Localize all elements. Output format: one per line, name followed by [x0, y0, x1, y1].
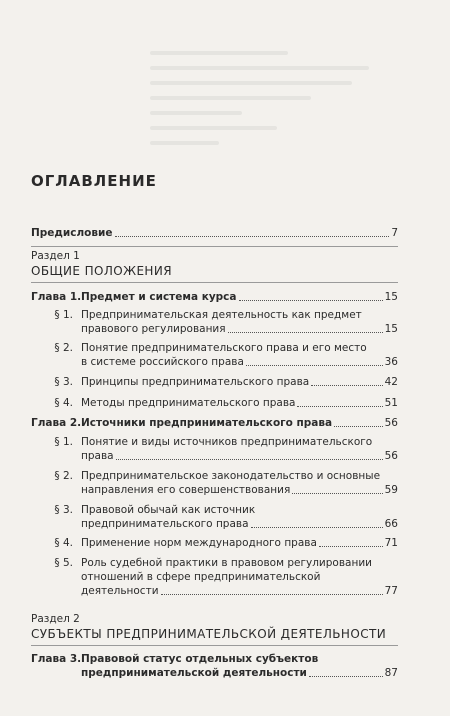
page-number: 87: [384, 667, 398, 679]
paragraph-line: Правовой обычай как источник: [81, 504, 256, 516]
section-title: ОБЩИЕ ПОЛОЖЕНИЯ: [31, 264, 172, 278]
toc-entry-paragraph[interactable]: [31, 375, 398, 389]
preface-label: Предисловие: [31, 227, 113, 239]
paragraph-number: § 5.: [54, 557, 73, 569]
toc-entry-paragraph[interactable]: [31, 308, 398, 338]
toc-entry-paragraph[interactable]: [31, 469, 398, 499]
leader-dots: [161, 594, 383, 595]
paragraph-number: § 4.: [54, 537, 73, 549]
chapter-title: Источники предпринимательского права: [81, 417, 333, 429]
page-number: 59: [384, 484, 398, 496]
paragraph-line: деятельности: [81, 585, 159, 597]
page-number: 36: [384, 356, 398, 368]
divider: [31, 282, 398, 283]
section-heading: [31, 249, 398, 278]
toc-entry-paragraph[interactable]: [31, 341, 398, 371]
page-number: 15: [384, 291, 398, 303]
paragraph-number: § 3.: [54, 504, 73, 516]
page-number: 56: [384, 450, 398, 462]
paragraph-number: § 4.: [54, 397, 73, 409]
paragraph-line: направления его совершенствования: [81, 484, 291, 496]
bleed-through-text: [150, 40, 380, 170]
toc-entry-chapter[interactable]: [31, 290, 398, 304]
toc-entry-paragraph[interactable]: [31, 556, 398, 600]
leader-dots: [311, 385, 382, 386]
paragraph-number: § 1.: [54, 436, 73, 448]
paragraph-line: отношений в сфере предпринимательской: [81, 571, 321, 583]
paragraph-number: § 3.: [54, 376, 73, 388]
toc-title: ОГЛАВЛЕНИЕ: [31, 172, 157, 190]
toc-entry-paragraph[interactable]: [31, 536, 398, 550]
leader-dots: [239, 300, 383, 301]
section-number: Раздел 2: [31, 613, 80, 625]
chapter-title-line: предпринимательской деятельности: [81, 667, 307, 679]
toc-entry-chapter[interactable]: [31, 652, 398, 682]
divider: [31, 645, 398, 646]
page-number: 56: [384, 417, 398, 429]
page-number: 15: [384, 323, 398, 335]
paragraph-line: Понятие и виды источников предпринимательского: [81, 436, 373, 448]
leader-dots: [228, 332, 383, 333]
paragraph-line: Применение норм международного права: [81, 537, 317, 549]
toc-entry-chapter[interactable]: [31, 416, 398, 430]
page-number: 42: [384, 376, 398, 388]
page-number: 71: [384, 537, 398, 549]
chapter-title-line: Правовой статус отдельных субъектов: [81, 653, 319, 665]
page-number: 77: [384, 585, 398, 597]
paragraph-line: права: [81, 450, 114, 462]
chapter-number: Глава 1.: [31, 291, 82, 303]
leader-dots: [292, 493, 382, 494]
paragraph-number: § 2.: [54, 470, 73, 482]
paragraph-line: правового регулирования: [81, 323, 226, 335]
leader-dots: [246, 365, 383, 366]
page-number: 7: [391, 227, 398, 239]
chapter-number: Глава 3.: [31, 653, 82, 665]
leader-dots: [319, 546, 383, 547]
paragraph-number: § 1.: [54, 309, 73, 321]
toc-entry-preface[interactable]: [31, 226, 398, 240]
leader-dots: [251, 527, 383, 528]
leader-dots: [297, 406, 382, 407]
leader-dots: [309, 676, 383, 677]
paragraph-number: § 2.: [54, 342, 73, 354]
toc-entry-paragraph[interactable]: [31, 503, 398, 533]
paragraph-line: в системе российского права: [81, 356, 244, 368]
paragraph-line: Принципы предпринимательского права: [81, 376, 310, 388]
page-number: 51: [384, 397, 398, 409]
section-number: Раздел 1: [31, 250, 80, 262]
leader-dots: [116, 459, 383, 460]
chapter-title: Предмет и система курса: [81, 291, 237, 303]
leader-dots: [115, 236, 390, 237]
paragraph-line: Роль судебной практики в правовом регулировании: [81, 557, 372, 569]
chapter-number: Глава 2.: [31, 417, 82, 429]
paragraph-line: предпринимательского права: [81, 518, 249, 530]
toc-entry-paragraph[interactable]: [31, 396, 398, 410]
toc-entry-paragraph[interactable]: [31, 435, 398, 465]
paragraph-line: Предпринимательская деятельность как предмет: [81, 309, 362, 321]
leader-dots: [334, 426, 383, 427]
divider: [31, 246, 398, 247]
paragraph-line: Предпринимательское законодательство и основные: [81, 470, 381, 482]
paragraph-line: Методы предпринимательского права: [81, 397, 296, 409]
paragraph-line: Понятие предпринимательского права и его место: [81, 342, 367, 354]
page-number: 66: [384, 518, 398, 530]
section-heading: [31, 612, 398, 641]
section-title: СУБЪЕКТЫ ПРЕДПРИНИМАТЕЛЬСКОЙ ДЕЯТЕЛЬНОСТИ: [31, 627, 387, 641]
